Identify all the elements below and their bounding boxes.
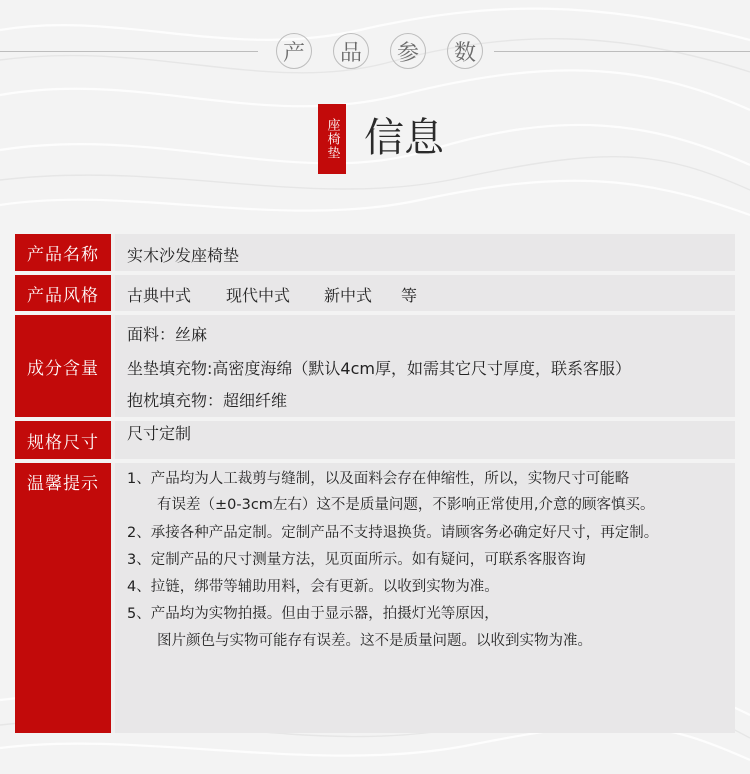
table-row-material bbox=[15, 315, 735, 417]
header-char-circle: 产 bbox=[276, 33, 312, 69]
row-value bbox=[115, 463, 735, 733]
header-char-circle: 品 bbox=[333, 33, 369, 69]
size-value: 尺寸定制 bbox=[127, 424, 192, 443]
table-row-product-style bbox=[15, 275, 735, 311]
row-value bbox=[115, 234, 735, 271]
table-row-size bbox=[15, 421, 735, 459]
row-label: 成分含量 bbox=[15, 315, 111, 417]
row-label: 温馨提示 bbox=[15, 463, 111, 499]
material-line: 抱枕填充物：超细纤维 bbox=[127, 391, 288, 410]
material-line: 坐垫填充物:高密度海绵（默认4cm厚，如需其它尺寸厚度，联系客服） bbox=[127, 359, 631, 378]
row-label-fill bbox=[15, 499, 111, 733]
row-value bbox=[115, 315, 735, 417]
row-value bbox=[115, 421, 735, 459]
header-divider-left bbox=[0, 51, 258, 52]
table-row-tips bbox=[15, 463, 735, 733]
style-item: 现代中式 bbox=[226, 286, 291, 305]
row-value bbox=[115, 275, 735, 311]
product-name-value: 实木沙发座椅垫 bbox=[127, 246, 240, 265]
tip-line: 5、产品均为实物拍摄。但由于显示器，拍摄灯光等原因， bbox=[127, 606, 499, 622]
row-label: 产品名称 bbox=[15, 234, 111, 271]
header-divider-right bbox=[494, 51, 750, 52]
tip-line: 图片颜色与实物可能存有误差。这不是质量问题。以收到实物为准。 bbox=[157, 633, 592, 649]
tip-line: 3、定制产品的尺寸测量方法，见页面所示。如有疑问，可联系客服咨询 bbox=[127, 552, 586, 568]
header-char-circle: 参 bbox=[390, 33, 426, 69]
table-row-product-name bbox=[15, 234, 735, 271]
tip-line: 2、承接各种产品定制。定制产品不支持退换货。请顾客务必确定好尺寸，再定制。 bbox=[127, 525, 659, 541]
material-line: 面料：丝麻 bbox=[127, 325, 208, 344]
seal-badge: 座椅垫 bbox=[318, 104, 346, 174]
style-item: 新中式 bbox=[324, 286, 373, 305]
row-label: 产品风格 bbox=[15, 275, 111, 311]
tip-line: 1、产品均为人工裁剪与缝制，以及面料会存在伸缩性，所以，实物尺寸可能略 bbox=[127, 471, 630, 487]
tip-line: 4、拉链，绑带等辅助用料，会有更新。以收到实物为准。 bbox=[127, 579, 499, 595]
tip-line: 有误差（±0-3cm左右）这不是质量问题，不影响正常使用,介意的顾客慎买。 bbox=[157, 497, 655, 513]
row-label: 规格尺寸 bbox=[15, 421, 111, 459]
style-item: 古典中式 bbox=[127, 286, 192, 305]
header-char-circle: 数 bbox=[447, 33, 483, 69]
style-item: 等 bbox=[401, 286, 418, 305]
page-title: 信息 bbox=[364, 115, 444, 161]
